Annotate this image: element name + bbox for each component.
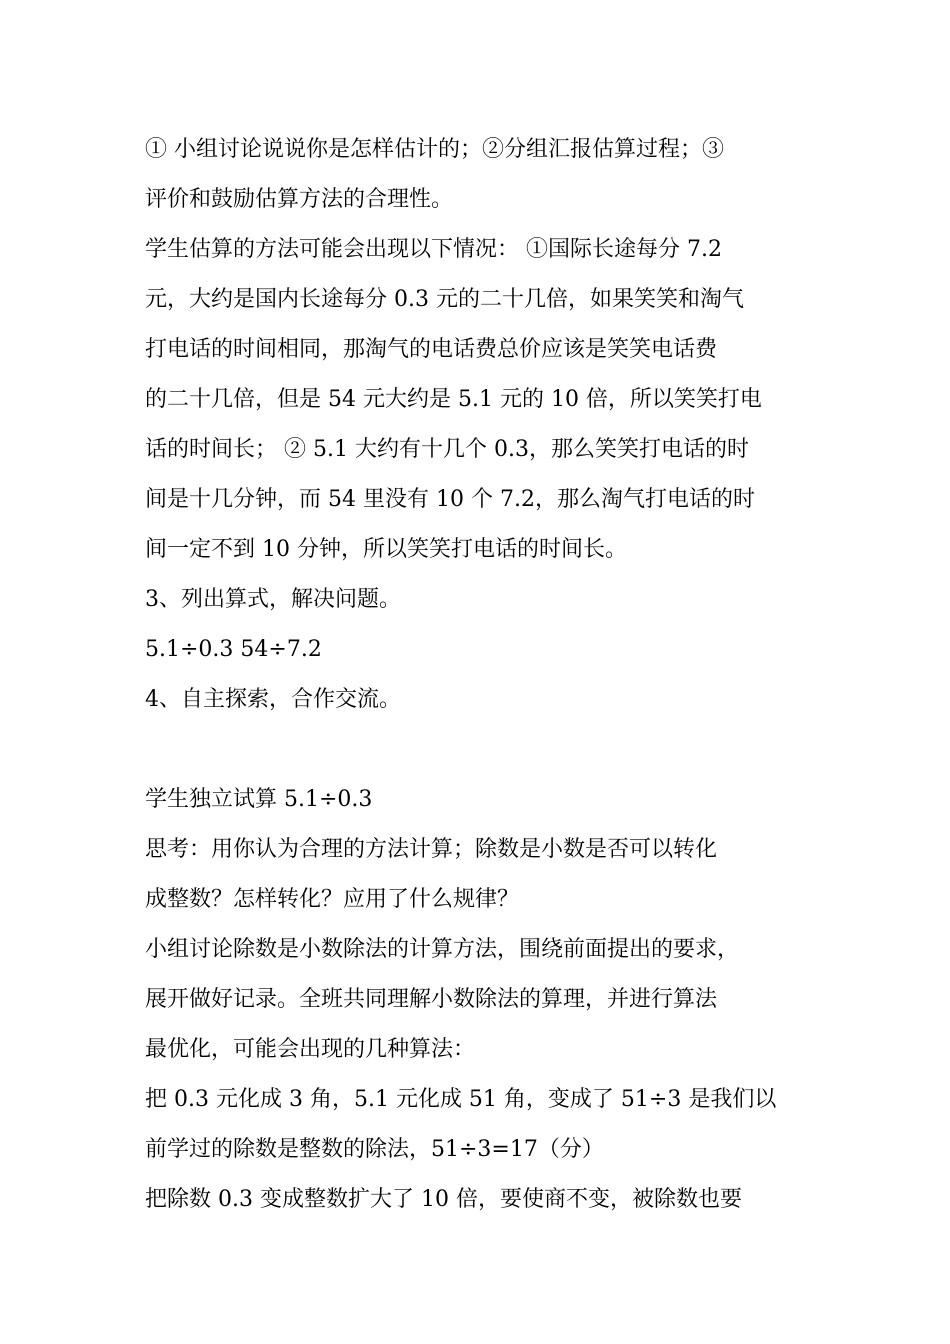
text-line: 把 0.3 元化成 3 角，5.1 元化成 51 角，变成了 51÷3 是我们以: [145, 1087, 777, 1112]
text-line: 把除数 0.3 变成整数扩大了 10 倍，要使商不变，被除数也要: [145, 1187, 742, 1212]
text-line: 3、列出算式，解决问题。: [145, 587, 401, 612]
text-line: 思考：用你认为合理的方法计算；除数是小数是否可以转化: [145, 837, 718, 862]
text-line: 5.1÷0.3 54÷7.2: [145, 637, 322, 662]
text-line: 间一定不到 10 分钟，所以笑笑打电话的时间长。: [145, 537, 627, 562]
text-line: 话的时间长； ② 5.1 大约有十几个 0.3，那么笑笑打电话的时: [145, 437, 749, 462]
text-line: 最优化，可能会出现的几种算法：: [145, 1037, 476, 1062]
text-line: 小组讨论除数是小数除法的计算方法，围绕前面提出的要求，: [145, 937, 740, 962]
text-line: 的二十几倍，但是 54 元大约是 5.1 元的 10 倍，所以笑笑打电: [145, 387, 762, 412]
text-line: 评价和鼓励估算方法的合理性。: [145, 187, 454, 212]
text-line: 4、自主探索，合作交流。: [145, 687, 401, 712]
text-line: 学生估算的方法可能会出现以下情况： ①国际长途每分 7.2: [145, 237, 722, 262]
text-line: 展开做好记录。全班共同理解小数除法的算理，并进行算法: [145, 987, 718, 1012]
text-line: 前学过的除数是整数的除法，51÷3=17（分）: [145, 1137, 604, 1162]
text-line: 成整数？怎样转化？应用了什么规律？: [145, 887, 520, 912]
text-line: ① 小组讨论说说你是怎样估计的；②分组汇报估算过程；③: [145, 137, 724, 162]
text-line: 学生独立试算 5.1÷0.3: [145, 787, 373, 812]
text-line: 元，大约是国内长途每分 0.3 元的二十几倍，如果笑笑和淘气: [145, 287, 744, 312]
text-line: 打电话的时间相同，那淘气的电话费总价应该是笑笑电话费: [145, 337, 718, 362]
text-line: 间是十几分钟，而 54 里没有 10 个 7.2，那么淘气打电话的时: [145, 487, 755, 512]
